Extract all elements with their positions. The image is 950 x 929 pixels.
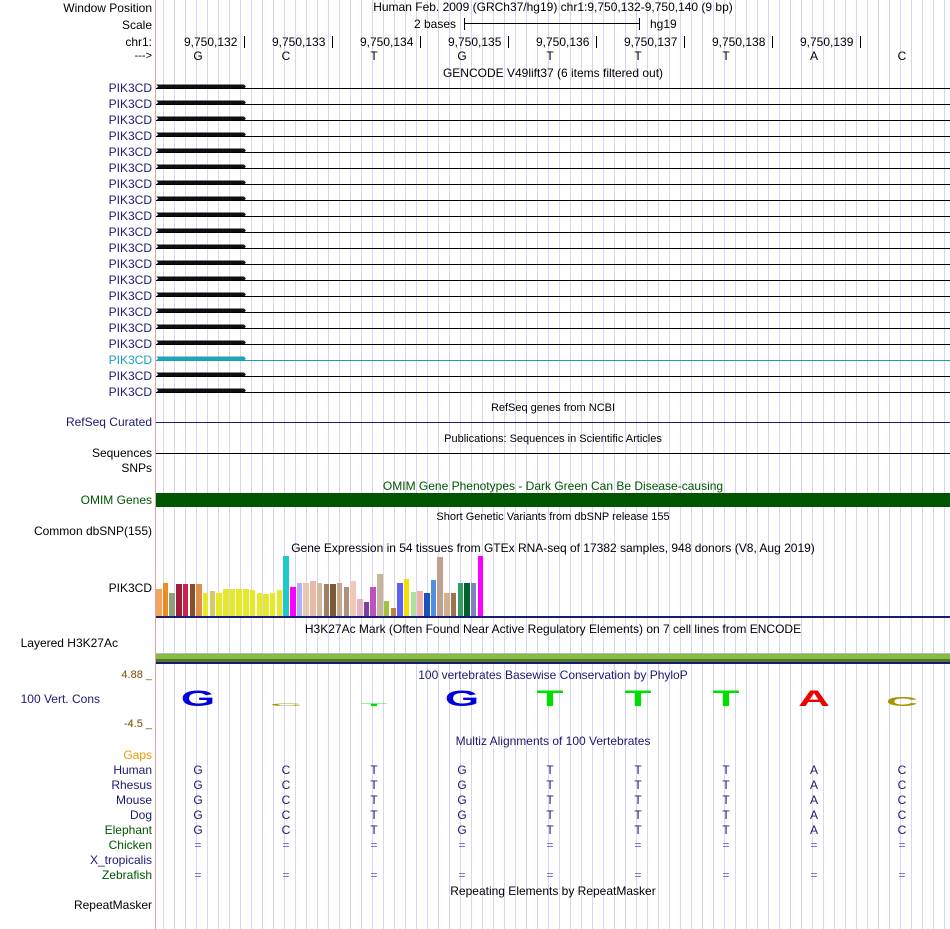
phylop-base-glyph: T [360,703,388,707]
gencode-transcript-label[interactable]: PIK3CD [108,161,152,175]
alignment-base: T [546,778,554,792]
alignment-base: T [634,808,642,822]
alignment-base: A [809,808,818,822]
alignment-base: A [809,793,818,807]
ruler-position: 9,750,132 [184,35,238,49]
dbsnp-title: Short Genetic Variants from dbSNP release 155 [436,511,670,523]
gencode-transcript-line[interactable] [156,209,950,221]
alignment-base: C [281,763,291,777]
gencode-transcript-label[interactable]: PIK3CD [108,289,152,303]
gencode-title: GENCODE V49lift37 (6 items filtered out) [442,66,664,80]
gtex-tissue-bar[interactable] [257,593,263,616]
alignment-base: T [546,823,554,837]
alignment-base: = [810,838,818,852]
gtex-label[interactable]: PIK3CD [108,581,152,595]
ruler-position: 9,750,138 [712,35,766,49]
alignment-base: = [194,868,202,882]
alignment-base: C [897,763,907,777]
refseq-title: RefSeq genes from NCBI [490,402,616,414]
alignment-base: G [193,808,203,822]
gtex-tissue-bar[interactable] [190,584,196,616]
alignment-base: = [458,838,466,852]
gtex-tissue-bar[interactable] [424,593,430,616]
gaps-label: Gaps [123,748,152,762]
alignment-base: G [457,763,467,777]
alignment-base: = [810,868,818,882]
gencode-transcript-line[interactable] [156,241,950,253]
sequences-label[interactable]: Sequences [91,446,152,460]
gtex-tissue-bar[interactable] [216,593,222,616]
gtex-tissue-bar[interactable] [283,556,289,616]
ruler-base: T [722,49,730,63]
alignment-base: C [281,778,291,792]
gtex-tissue-bar[interactable] [163,583,169,616]
strand-arrows: ›››››››››››››››››››››››››››››››››››››››››››››››››››››››››››››››››››››››››››››››››››››››››››››››››››››››››››››››››››››››› [156,161,244,172]
alignment-base: C [897,823,907,837]
alignment-base: G [193,778,203,792]
gencode-transcript-line[interactable] [156,113,950,125]
alignment-base: T [722,763,730,777]
strand-arrows: ›››››››››››››››››››››››››››››››››››››››››››››››››››››››››››››››››››››››››››››››››››››››››››››››››››››››››››››››››››››››› [156,241,244,252]
species-label[interactable]: X_tropicalis [89,853,152,867]
gencode-transcript-label[interactable]: PIK3CD [108,209,152,223]
gtex-baseline [156,616,950,618]
strand-arrows: ›››››››››››››››››››››››››››››››››››››››››››››››››››››››››››››››››››››››››››››››››››››››››››››››››››››››››››››››››››››››› [156,305,244,316]
gtex-tissue-bar[interactable] [203,593,209,616]
phylop-title: 100 vertebrates Basewise Conservation by PhyloP [418,668,688,682]
alignment-base: T [634,778,642,792]
species-label[interactable]: Chicken [108,838,152,852]
multiz-title: Multiz Alignments of 100 Vertebrates [455,734,651,748]
strand-arrows: ›››››››››››››››››››››››››››››››››››››››››››››››››››››››››››››››››››››››››››››››››››››››››››››››››››››››››››››››››››››››› [156,273,244,284]
alignment-base: G [193,763,203,777]
gtex-tissue-bar[interactable] [250,590,256,616]
scale-bar [464,18,640,30]
ruler-base: T [370,49,378,63]
track-labels [0,0,155,929]
gencode-transcript-line[interactable] [156,337,950,349]
alignment-base: G [457,823,467,837]
h3k27ac-track[interactable] [156,638,950,654]
gtex-tissue-bar[interactable] [364,602,370,616]
phylop-base-glyph: C [886,694,918,709]
cons-label[interactable]: 100 Vert. Cons [20,692,100,706]
gencode-transcript-label[interactable]: PIK3CD [108,369,152,383]
gtex-tissue-bar[interactable] [196,584,202,616]
strand-arrows: ›››››››››››››››››››››››››››››››››››››››››››››››››››››››››››››››››››››››››››››››››››››››››››››››››››››››››››››››››››››››› [156,353,244,364]
ruler-tick [860,36,861,48]
repeatmasker-label[interactable]: RepeatMasker [73,898,152,912]
strand-arrows: ›››››››››››››››››››››››››››››››››››››››››››››››››››››››››››››››››››››››››››››››››››››››››››››››››››››››››››››››››››››››› [156,113,244,124]
phylop-base-glyph: T [624,687,652,712]
gtex-tissue-bar[interactable] [210,591,216,616]
gencode-transcript-line[interactable] [156,145,950,157]
ruler-base: T [634,49,642,63]
ruler-base: C [897,49,907,63]
alignment-base: = [546,838,554,852]
alignment-base: = [282,838,290,852]
gtex-tissue-bar[interactable] [324,584,330,616]
alignment-base: A [809,778,818,792]
alignment-base: T [546,808,554,822]
gtex-tissue-bar[interactable] [263,594,269,616]
sequences-line[interactable] [156,453,950,454]
snps-label[interactable]: SNPs [121,461,152,475]
alignment-base: C [281,823,291,837]
alignment-base: G [457,808,467,822]
gencode-transcript-line[interactable] [156,177,950,189]
alignment-base: = [898,838,906,852]
gtex-tissue-bar[interactable] [357,599,363,616]
gencode-transcript-line[interactable] [156,129,950,141]
ruler-position: 9,750,134 [360,35,414,49]
gencode-transcript-line[interactable] [156,225,950,237]
strand-arrows: ›››››››››››››››››››››››››››››››››››››››››››››››››››››››››››››››››››››››››››››››››››››››››››››››››››››››››››››››››››››››› [156,193,244,204]
alignment-base: = [634,838,642,852]
strand-arrows: ›››››››››››››››››››››››››››››››››››››››››››››››››››››››››››››››››››››››››››››››››››››››››››››››››››››››››››››››››››››››› [156,209,244,220]
gtex-tissue-bar[interactable] [270,593,276,616]
alignment-base: = [370,838,378,852]
gtex-tissue-bar[interactable] [169,593,175,616]
species-label[interactable]: Dog [129,808,152,822]
gencode-transcript-label[interactable]: PIK3CD [108,145,152,159]
alignment-base: T [634,793,642,807]
gtex-tissue-bar[interactable] [156,589,162,616]
ruler-tick [684,36,685,48]
gencode-transcript-line[interactable] [156,305,950,317]
gtex-tissue-bar[interactable] [230,589,236,616]
h3k27ac-title: H3K27Ac Mark (Often Found Near Active Regulatory Elements) on 7 cell lines from ENCODE [304,622,802,636]
gtex-tissue-bar[interactable] [183,584,189,616]
refseq-line[interactable] [156,422,950,423]
alignment-base: G [457,793,467,807]
strand-arrows: ›››››››››››››››››››››››››››››››››››››››››››››››››››››››››››››››››››››››››››››››››››››››››››››››››››››››››››››››››››››››› [156,257,244,268]
gencode-transcript-label[interactable]: PIK3CD [108,385,152,399]
alignment-base: = [458,868,466,882]
gencode-transcript-line[interactable] [156,97,950,109]
phylop-base-glyph: T [712,687,740,712]
alignment-base: A [809,823,818,837]
h3k27ac-label[interactable]: Layered H3K27Ac [20,636,118,650]
phylop-base-glyph: G [180,687,216,712]
gencode-transcript-line[interactable] [156,161,950,173]
strand-arrows: ›››››››››››››››››››››››››››››››››››››››››››››››››››››››››››››››››››››››››››››››››››››››››››››››››››››››››››››››››››››››› [156,321,244,332]
repeat-title: Repeating Elements by RepeatMasker [450,884,656,898]
strand-arrows: ›››››››››››››››››››››››››››››››››››››››››››››››››››››››››››››››››››››››››››››››››››››››››››››››››››››››››››››››››››››››› [156,129,244,140]
gtex-tissue-bar[interactable] [397,583,403,616]
gtex-tissue-bar[interactable] [223,589,229,616]
alignment-base: C [897,793,907,807]
gtex-tissue-bar[interactable] [297,583,303,616]
h3k27ac-baseline [156,662,950,664]
pubs-title: Publications: Sequences in Scientific Articles [444,433,662,445]
ruler-position: 9,750,133 [272,35,326,49]
gencode-transcript-line[interactable] [156,321,950,333]
species-label[interactable]: Elephant [104,823,152,837]
phylop-base-glyph: G [444,687,480,712]
gtex-tissue-bar[interactable] [370,587,376,616]
scale-label: Scale [121,18,152,32]
gencode-transcript-line[interactable] [156,257,950,269]
gencode-transcript-line[interactable] [156,81,950,93]
gencode-transcript-label[interactable]: PIK3CD [108,305,152,319]
species-label[interactable]: Mouse [115,793,152,807]
ruler-position: 9,750,137 [624,35,678,49]
gtex-tissue-bar[interactable] [176,584,182,616]
gtex-tissue-bar[interactable] [404,579,410,616]
strand-arrows: ›››››››››››››››››››››››››››››››››››››››››››››››››››››››››››››››››››››››››››››››››››››››››››››››››››››››››››››››››››››››› [156,289,244,300]
alignment-base: C [897,808,907,822]
gencode-transcript-label[interactable]: PIK3CD [108,321,152,335]
alignment-base: = [898,868,906,882]
dbsnp-label[interactable]: Common dbSNP(155) [33,524,152,538]
gencode-transcript-label[interactable]: PIK3CD [108,97,152,111]
gencode-transcript-line[interactable] [156,369,950,381]
alignment-base: C [281,808,291,822]
gtex-tissue-bar[interactable] [431,580,437,616]
gencode-transcript-label[interactable]: PIK3CD [108,241,152,255]
strand-arrows: ›››››››››››››››››››››››››››››››››››››››››››››››››››››››››››››››››››››››››››››››››››››››››››››››››››››››››››››››››››››››› [156,385,244,396]
gencode-transcript-line[interactable] [156,353,950,365]
phylop-base-glyph: C [270,703,302,707]
gencode-transcript-label[interactable]: PIK3CD [108,225,152,239]
gtex-tissue-bar[interactable] [330,584,336,616]
gtex-tissue-bar[interactable] [344,587,350,616]
alignment-base: T [370,823,378,837]
gencode-transcript-label[interactable]: PIK3CD [108,193,152,207]
ruler-tick [596,36,597,48]
alignment-base: T [722,778,730,792]
ruler-position: 9,750,136 [536,35,590,49]
omim-label[interactable]: OMIM Genes [80,493,152,507]
gtex-tissue-bar[interactable] [444,593,450,616]
ruler-tick [244,36,245,48]
gencode-transcript-label[interactable]: PIK3CD [108,113,152,127]
ruler-tick [772,36,773,48]
gtex-tissue-bar[interactable] [290,587,296,616]
gencode-transcript-line[interactable] [156,273,950,285]
phylop-logo[interactable] [156,682,950,722]
omim-title: OMIM Gene Phenotypes - Dark Green Can Be Disease-causing [382,479,724,493]
strand-arrows: ›››››››››››››››››››››››››››››››››››››››››››››››››››››››››››››››››››››››››››››››››››››››››››››››››››››››››››››››››››››››› [156,225,244,236]
species-label[interactable]: Rhesus [111,778,152,792]
alignment-base: A [809,763,818,777]
gtex-tissue-bar[interactable] [236,589,242,616]
omim-bar[interactable] [156,493,950,507]
alignment-base: T [370,793,378,807]
alignment-base: T [634,763,642,777]
gtex-tissue-bar[interactable] [411,592,417,616]
alignment-base: T [546,793,554,807]
ruler-base: G [457,49,467,63]
phylop-min-label: -4.5 _ [123,718,152,730]
ruler-position: 9,750,135 [448,35,502,49]
phylop-base-glyph: A [798,687,830,712]
alignment-base: C [897,778,907,792]
ruler-base: G [193,49,203,63]
assembly-label: hg19 [650,17,677,31]
alignment-base: = [634,868,642,882]
gtex-tissue-bar[interactable] [337,583,343,616]
track-area[interactable] [156,0,950,929]
species-label[interactable]: Human [113,763,152,777]
gtex-tissue-bar[interactable] [377,574,383,616]
alignment-base: = [722,868,730,882]
gtex-tissue-bar[interactable] [243,589,249,616]
alignment-base: G [193,823,203,837]
strand-arrows: ›››››››››››››››››››››››››››››››››››››››››››››››››››››››››››››››››››››››››››››››››››››››››››››››››››››››››››››››››››››››› [156,145,244,156]
gtex-tissue-bar[interactable] [417,591,423,616]
alignment-base: = [546,868,554,882]
gencode-transcript-label[interactable]: PIK3CD [108,177,152,191]
alignment-base: = [194,838,202,852]
gencode-transcript-label[interactable]: PIK3CD [108,337,152,351]
gencode-transcript-line[interactable] [156,385,950,397]
gtex-tissue-bar[interactable] [303,583,309,616]
strand-arrows: ›››››››››››››››››››››››››››››››››››››››››››››››››››››››››››››››››››››››››››››››››››››››››››››››››››››››››››››››››››››››› [156,369,244,380]
gencode-transcript-label[interactable]: PIK3CD [108,353,152,367]
gencode-transcript-label[interactable]: PIK3CD [108,129,152,143]
strand-arrows: ›››››››››››››››››››››››››››››››››››››››››››››››››››››››››››››››››››››››››››››››››››››››››››››››››››››››››››››››››››››››› [156,81,244,92]
refseq-label[interactable]: RefSeq Curated [65,415,152,429]
alignment-base: T [546,763,554,777]
gtex-tissue-bar[interactable] [478,556,484,616]
alignment-base: = [282,868,290,882]
ruler-position: 9,750,139 [800,35,854,49]
alignment-base: T [722,823,730,837]
ruler-tick [420,36,421,48]
alignment-base: T [370,778,378,792]
gencode-transcript-line[interactable] [156,193,950,205]
gtex-tissue-bar[interactable] [464,583,470,616]
alignment-base: T [370,763,378,777]
alignment-base: T [370,808,378,822]
position-header: Human Feb. 2009 (GRCh37/hg19) chr1:9,750,132-9,750,140 (9 bp) [373,0,733,14]
ruler-base: A [809,49,818,63]
ruler-base: T [546,49,554,63]
ruler-tick [508,36,509,48]
strand-arrows: ›››››››››››››››››››››››››››››››››››››››››››››››››››››››››››››››››››››››››››››››››››››››››››››››››››››››››››››››››››››››› [156,177,244,188]
phylop-base-glyph: T [536,687,564,712]
gtex-title: Gene Expression in 54 tissues from GTEx RNA-seq of 17382 samples, 948 donors (V8, Aug 2019) [291,541,815,555]
alignment-base: C [281,793,291,807]
chrom-label: chr1: [125,35,152,49]
strand-label: ---> [134,50,152,62]
window-position-label: Window Position [63,1,152,15]
species-label[interactable]: Zebrafish [101,868,152,882]
gtex-tissue-bar[interactable] [277,590,283,616]
alignment-base: G [457,778,467,792]
alignment-base: T [722,793,730,807]
alignment-base: = [722,838,730,852]
strand-arrows: ›››››››››››››››››››››››››››››››››››››››››››››››››››››››››››››››››››››››››››››››››››››››››››››››››››››››››››››››››››››››› [156,337,244,348]
gtex-chart[interactable] [156,556,950,616]
ruler-tick [332,36,333,48]
gtex-tissue-bar[interactable] [391,608,397,616]
alignment-base: T [634,823,642,837]
phylop-max-label: 4.88 _ [121,669,152,681]
gtex-tissue-bar[interactable] [310,581,316,616]
gencode-transcript-label[interactable]: PIK3CD [108,257,152,271]
gencode-transcript-label[interactable]: PIK3CD [108,273,152,287]
gtex-tissue-bar[interactable] [458,583,464,616]
gtex-tissue-bar[interactable] [471,583,477,616]
gtex-tissue-bar[interactable] [384,601,390,616]
gtex-tissue-bar[interactable] [317,583,323,616]
alignment-base: G [193,793,203,807]
alignment-base: T [722,808,730,822]
alignment-base: = [370,868,378,882]
gtex-tissue-bar[interactable] [437,557,443,616]
gtex-tissue-bar[interactable] [451,593,457,616]
gencode-transcript-label[interactable]: PIK3CD [108,81,152,95]
scale-text: 2 bases [414,17,457,31]
ruler-base: C [281,49,291,63]
gtex-tissue-bar[interactable] [350,581,356,616]
gencode-transcript-line[interactable] [156,289,950,301]
strand-arrows: ›››››››››››››››››››››››››››››››››››››››››››››››››››››››››››››››››››››››››››››››››››››››››››››››››››››››››››››››››››››››› [156,97,244,108]
